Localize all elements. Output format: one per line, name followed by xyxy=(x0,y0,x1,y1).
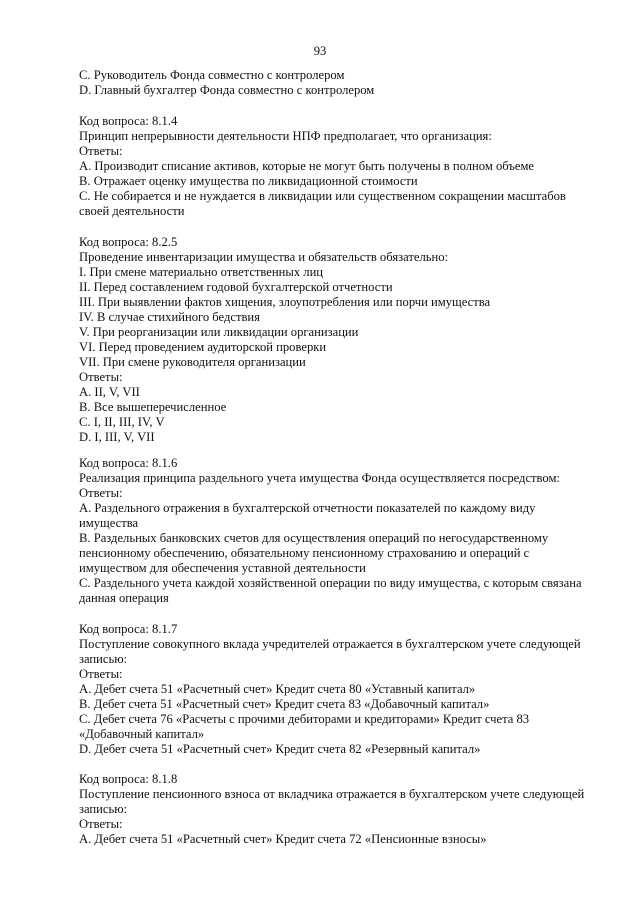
question-text: Поступление пенсионного взноса от вкладчика отражается в бухгалтерском учете следующей записью: xyxy=(79,787,585,816)
answers-label: Ответы: xyxy=(79,486,123,500)
question-code: Код вопроса: 8.1.7 xyxy=(79,622,178,636)
question-text: Принцип непрерывности деятельности НПФ предполагает, что организация: xyxy=(79,129,492,143)
answer-option: A. Дебет счета 51 «Расчетный счет» Кредит счета 80 «Уставный капитал» xyxy=(79,682,476,696)
question-text: Реализация принципа раздельного учета имущества Фонда осуществляется посредством: xyxy=(79,471,560,485)
answers-label: Ответы: xyxy=(79,370,123,384)
answer-option: C. Руководитель Фонда совместно с контролером xyxy=(79,68,345,82)
answer-option: C. Не собирается и не нуждается в ликвидации или существенном сокращении масштабов своей деятельности xyxy=(79,189,566,218)
question-code: Код вопроса: 8.1.4 xyxy=(79,114,178,128)
answer-option: B. Раздельных банковских счетов для осуществления операций по негосударственному пенсионному обеспечению, обязательному пенсионному страхованию и операций с имуществом для обеспечения уставной деятельности xyxy=(79,531,549,575)
list-item: III. При выявлении фактов хищения, злоупотребления или порчи имущества xyxy=(79,295,491,309)
question-block-8-1-7 xyxy=(79,622,589,757)
question-code: Код вопроса: 8.1.8 xyxy=(79,772,178,786)
answer-option: A. Производит списание активов, которые не могут быть получены в полном объеме xyxy=(79,159,534,173)
list-item: V. При реорганизации или ликвидации организации xyxy=(79,325,359,339)
answer-option: B. Все вышеперечисленное xyxy=(79,400,227,414)
answers-label: Ответы: xyxy=(79,667,123,681)
answer-option: C. Дебет счета 76 «Расчеты с прочими дебиторами и кредиторами» Кредит счета 83 «Добавочный капитал» xyxy=(79,712,530,741)
question-block-8-1-6 xyxy=(79,456,589,606)
answer-option: D. I, III, V, VII xyxy=(79,430,155,444)
question-code: Код вопроса: 8.2.5 xyxy=(79,235,178,249)
question-block-8-1-8 xyxy=(79,772,589,847)
page-number: 93 xyxy=(313,44,327,58)
list-item: VII. При смене руководителя организации xyxy=(79,355,306,369)
answer-option: C. I, II, III, IV, V xyxy=(79,415,165,429)
answer-option: C. Раздельного учета каждой хозяйственной операции по виду имущества, с которым связана данная операция xyxy=(79,576,582,605)
question-block-8-1-4 xyxy=(79,114,589,219)
answer-option: B. Отражает оценку имущества по ликвидационной стоимости xyxy=(79,174,418,188)
answers-label: Ответы: xyxy=(79,144,123,158)
list-item: II. Перед составлением годовой бухгалтерской отчетности xyxy=(79,280,393,294)
answer-option: A. II, V, VII xyxy=(79,385,140,399)
list-item: IV. В случае стихийного бедствия xyxy=(79,310,260,324)
answer-option: A. Раздельного отражения в бухгалтерской отчетности показателей по каждому виду имущества xyxy=(79,501,536,530)
question-code: Код вопроса: 8.1.6 xyxy=(79,456,178,470)
list-item: VI. Перед проведением аудиторской проверки xyxy=(79,340,327,354)
answer-option: D. Дебет счета 51 «Расчетный счет» Кредит счета 82 «Резервный капитал» xyxy=(79,742,481,756)
answer-option: A. Дебет счета 51 «Расчетный счет» Кредит счета 72 «Пенсионные взносы» xyxy=(79,832,487,846)
question-text: Поступление совокупного вклада учредителей отражается в бухгалтерском учете следующей записью: xyxy=(79,637,581,666)
answers-label: Ответы: xyxy=(79,817,123,831)
answer-option: D. Главный бухгалтер Фонда совместно с контролером xyxy=(79,83,375,97)
question-text: Проведение инвентаризации имущества и обязательств обязательно: xyxy=(79,250,449,264)
list-item: I. При смене материально ответственных лиц xyxy=(79,265,324,279)
question-block-8-2-5 xyxy=(79,235,589,445)
answer-option: B. Дебет счета 51 «Расчетный счет» Кредит счета 83 «Добавочный капитал» xyxy=(79,697,490,711)
lead-answers xyxy=(79,68,374,98)
